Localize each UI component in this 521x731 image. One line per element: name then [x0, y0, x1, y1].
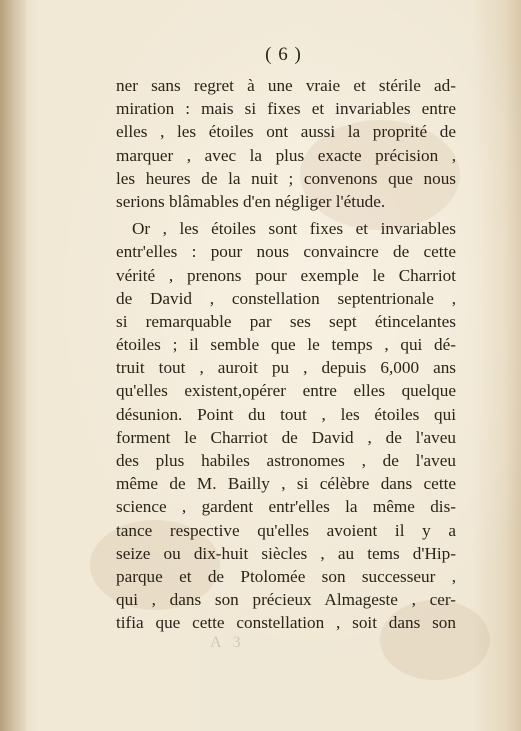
text-line: désunion. Point du tout , les étoiles qui	[116, 404, 456, 424]
text-line: Or , les étoiles sont fixes et invariables	[132, 219, 456, 239]
text-line: qu'elles existent,opérer entre elles quelque	[116, 381, 456, 401]
text-line: truit tout , auroit pu , depuis 6,000 ans	[116, 358, 456, 378]
text-line: seize ou dix-huit siècles , au tems d'Hip-	[116, 543, 456, 563]
signature-mark: A 3	[210, 634, 245, 651]
text-line: science , gardent entr'elles la même dis-	[116, 497, 456, 517]
text-line: étoiles ; il semble que le temps , qui dé-	[116, 335, 456, 355]
page-number: ( 6 )	[265, 44, 302, 65]
body-text	[116, 74, 456, 635]
text-line: si remarquable par ses sept étincelantes	[116, 311, 456, 331]
text-line: tance respective qu'elles avoient il y a	[116, 520, 456, 540]
page-spine-shadow	[0, 0, 26, 731]
text-line: de David , constellation septentrionale ,	[116, 288, 456, 308]
text-line: miration : mais si fixes et invariables entre	[116, 99, 456, 119]
text-line: elles , les étoiles ont aussi la proprité de	[116, 122, 456, 142]
text-line: même de M. Bailly , si célèbre dans cette	[116, 474, 456, 494]
text-line: marquer , avec la plus exacte précision ,	[116, 145, 456, 165]
text-line: vérité , prenons pour exemple le Charriot	[116, 265, 456, 285]
text-line: qui , dans son précieux Almageste , cer-	[116, 590, 456, 610]
text-line: serions blâmables d'en négliger l'étude.	[116, 191, 386, 211]
text-line: forment le Charriot de David , de l'aveu	[116, 427, 456, 447]
text-line: parque et de Ptolomée son successeur ,	[116, 566, 456, 586]
text-line: entr'elles : pour nous convaincre de cette	[116, 242, 456, 262]
text-line: tifia que cette constellation , soit dans son	[116, 613, 456, 633]
text-line: ner sans regret à une vraie et stérile ad-	[116, 76, 456, 95]
text-line: des plus habiles astronomes , de l'aveu	[116, 451, 456, 470]
text-line: les heures de la nuit ; convenons que nous	[116, 168, 456, 188]
